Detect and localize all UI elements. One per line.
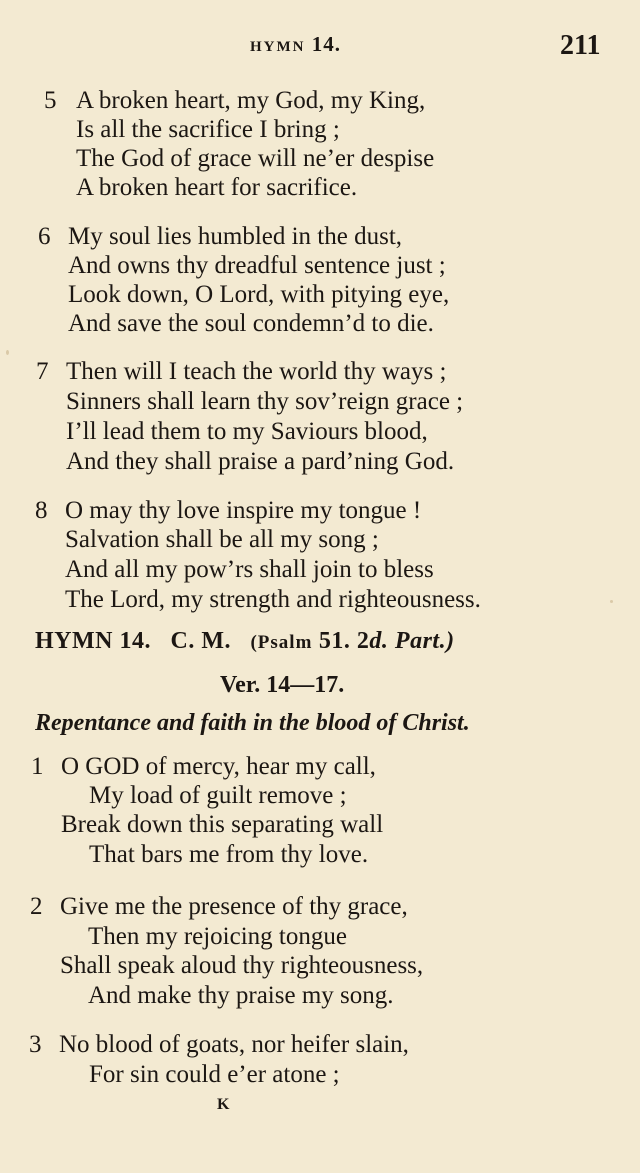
verse-line: And save the soul condemn’d to die. — [68, 310, 434, 337]
part-suffix: d. — [369, 628, 389, 654]
page-header — [0, 30, 640, 70]
ink-speck — [6, 350, 9, 355]
signature-mark: K — [217, 1096, 230, 1113]
verse-line: The God of grace will ne’er despise — [76, 145, 435, 172]
verse-line: That bars me from thy love. — [89, 841, 369, 868]
verse-line: The Lord, my strength and righteousness. — [65, 586, 481, 613]
verse-line: And make thy praise my song. — [88, 982, 394, 1009]
part-label: Part.) — [394, 628, 455, 654]
verse-line: Is all the sacrifice I bring ; — [76, 116, 340, 143]
stanza-number: 6 — [38, 223, 51, 250]
verse-line: Then will I teach the world thy ways ; — [66, 358, 447, 385]
verse-line: Then my rejoicing tongue — [88, 923, 347, 950]
stanza-number: 5 — [44, 87, 57, 114]
verse-line: A broken heart, my God, my King, — [76, 87, 426, 114]
running-head-word: HYMN — [250, 39, 306, 55]
verse-line: I’ll lead them to my Saviours blood, — [66, 418, 428, 445]
verse-line: Break down this separating wall — [61, 811, 384, 838]
verse-line: Shall speak aloud thy righteousness, — [60, 952, 424, 979]
running-head — [250, 32, 341, 57]
hymn-number: HYMN 14. — [35, 628, 151, 654]
verse-line: Sinners shall learn thy sov’reign grace ; — [66, 388, 464, 415]
verse-line: My soul lies humbled in the dust, — [68, 223, 403, 250]
running-head-number: 14. — [311, 32, 341, 56]
stanza-number: 3 — [29, 1031, 42, 1058]
stanza-number: 8 — [35, 497, 48, 524]
verse-line: And they shall praise a pard’ning God. — [66, 448, 455, 475]
verse-line: My load of guilt remove ; — [89, 782, 347, 809]
verse-line: Look down, O Lord, with pitying eye, — [68, 281, 450, 308]
verse-line: O GOD of mercy, hear my call, — [61, 753, 376, 780]
stanza-number: 2 — [30, 893, 43, 920]
verse-line: Give me the presence of thy grace, — [60, 893, 408, 920]
stanza-number: 1 — [31, 753, 44, 780]
verse-line: And owns thy dreadful sentence just ; — [68, 252, 446, 279]
verse-line: And all my pow’rs shall join to bless — [65, 556, 434, 583]
ink-speck — [610, 600, 613, 603]
verse-line: O may thy love inspire my tongue ! — [65, 497, 422, 524]
verse-line: Salvation shall be all my song ; — [65, 526, 379, 553]
verse-line: A broken heart for sacrifice. — [76, 174, 358, 201]
hymn-meter: C. M. — [170, 628, 231, 654]
psalm-ref: 51. 2 — [318, 628, 370, 654]
hymn-subject: Repentance and faith in the blood of Christ. — [35, 710, 470, 736]
page-number: 211 — [560, 30, 601, 61]
verse-line: No blood of goats, nor heifer slain, — [59, 1031, 409, 1058]
psalm-label: (Psalm — [250, 632, 313, 653]
verse-line: For sin could e’er atone ; — [89, 1061, 340, 1088]
hymn-title — [35, 628, 455, 655]
stanza-number: 7 — [36, 358, 49, 385]
verse-reference: Ver. 14—17. — [220, 672, 345, 698]
